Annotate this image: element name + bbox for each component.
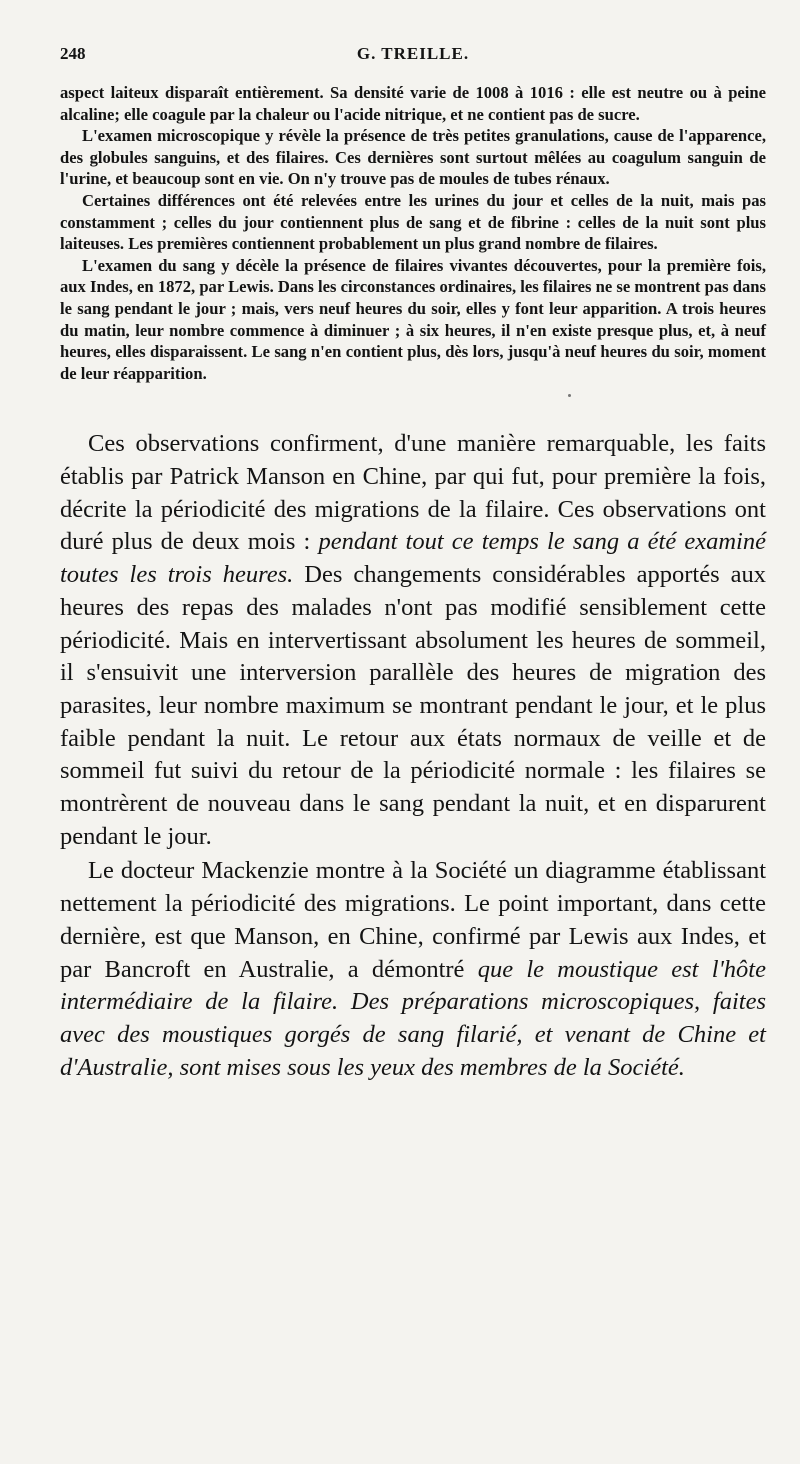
small-paragraph-3: Certaines différences ont été relevées entre les urines du jour et celles de la nuit, mais pas constamment ; celles du jour contiennent plus de sang et de fibrine : celles de la nuit sont plus laiteuses. Les premières contiennent probablement un plus grand nombre de filaires.: [60, 190, 766, 254]
section-separator: [60, 384, 766, 428]
small-paragraph-1: aspect laiteux disparaît entièrement. Sa densité varie de 1008 à 1016 : elle est neutre ou à peine alcaline; elle coagule par la chaleur ou l'acide nitrique, et ne contient pas de sucre.: [60, 83, 766, 124]
small-paragraph-2: L'examen microscopique y révèle la présence de très petites granulations, cause de l'apparence, des globules sanguins, et des filaires. Ces dernières sont surtout mêlées au coagulum sanguin de l'urine, et beaucoup sont en vie. On n'y trouve pas de moules de tubes rénaux.: [60, 126, 766, 189]
large-paragraph-2-start: Le docteur Mackenzie montre à la Société un diagramme établissant nettement la périodicité des migrations. Le point important, dans cette dernière, est que Manson, en Chine, confirmé par Lewis aux Indes, et par Bancroft en Australie, a démontré: [60, 857, 766, 983]
large-paragraph-1-italic: pendant tout ce temps le sang a été examiné toutes les trois heures.: [60, 528, 766, 589]
large-paragraph-1-end: Des changements considérables apportés aux heures des repas des malades n'ont pas modifié sensiblement cette périodicité. Mais en intervertissant absolument les heures de sommeil, il s'ensuivit une interversion parallèle des heures de migration des parasites, leur nombre maximum se montrant pendant le jour, et le plus faible pendant la nuit. Le retour aux états normaux de veille et de sommeil fut suivi du retour de la périodicité normale : les filaires se montrèrent de nouveau dans le sang pendant la nuit, et en disparurent pendant le jour.: [60, 561, 766, 850]
small-paragraph-4: L'examen du sang y décèle la présence de filaires vivantes découvertes, pour la première fois, aux Indes, en 1872, par Lewis. Dans les circonstances ordinaires, les filaires ne se montrent pas dans le sang pendant le jour ; mais, vers neuf heures du soir, elles y font leur apparition. A trois heures du matin, leur nombre commence à diminuer ; à six heures, il n'en existe presque plus, et, à neuf heures, elles disparaissent. Le sang n'en contient plus, dès lors, jusqu'à neuf heures du soir, moment de leur réapparition.: [60, 255, 766, 383]
page-number: 248: [60, 44, 86, 63]
large-paragraph-1-start: Ces observations confirment, d'une manière remarquable, les faits établis par Patrick Manson en Chine, par qui fut, pour première la fois, décrite la périodicité des migrations de la filaire. Ces observations ont duré plus de deux mois :: [60, 430, 766, 556]
large-paragraph-2: [60, 855, 766, 1084]
large-paragraph-2-space: [338, 988, 351, 1015]
large-paragraph-2-italic-1: que le moustique est l'hôte intermédiaire de la filaire.: [60, 955, 766, 1016]
page-header: [60, 38, 766, 72]
running-head: G. TREILLE.: [356, 44, 470, 63]
large-paragraph-2-italic-2: Des préparations microscopiques, faites avec des moustiques gorgés de sang filarié, et venant de Chine et d'Australie, sont mises sous les yeux des membres de la Société.: [60, 988, 766, 1081]
separator-dot: [568, 394, 571, 397]
document-page: [60, 38, 766, 1084]
small-print-section: [60, 82, 766, 384]
large-paragraph-1: [60, 428, 766, 853]
large-print-section: [60, 428, 766, 1084]
